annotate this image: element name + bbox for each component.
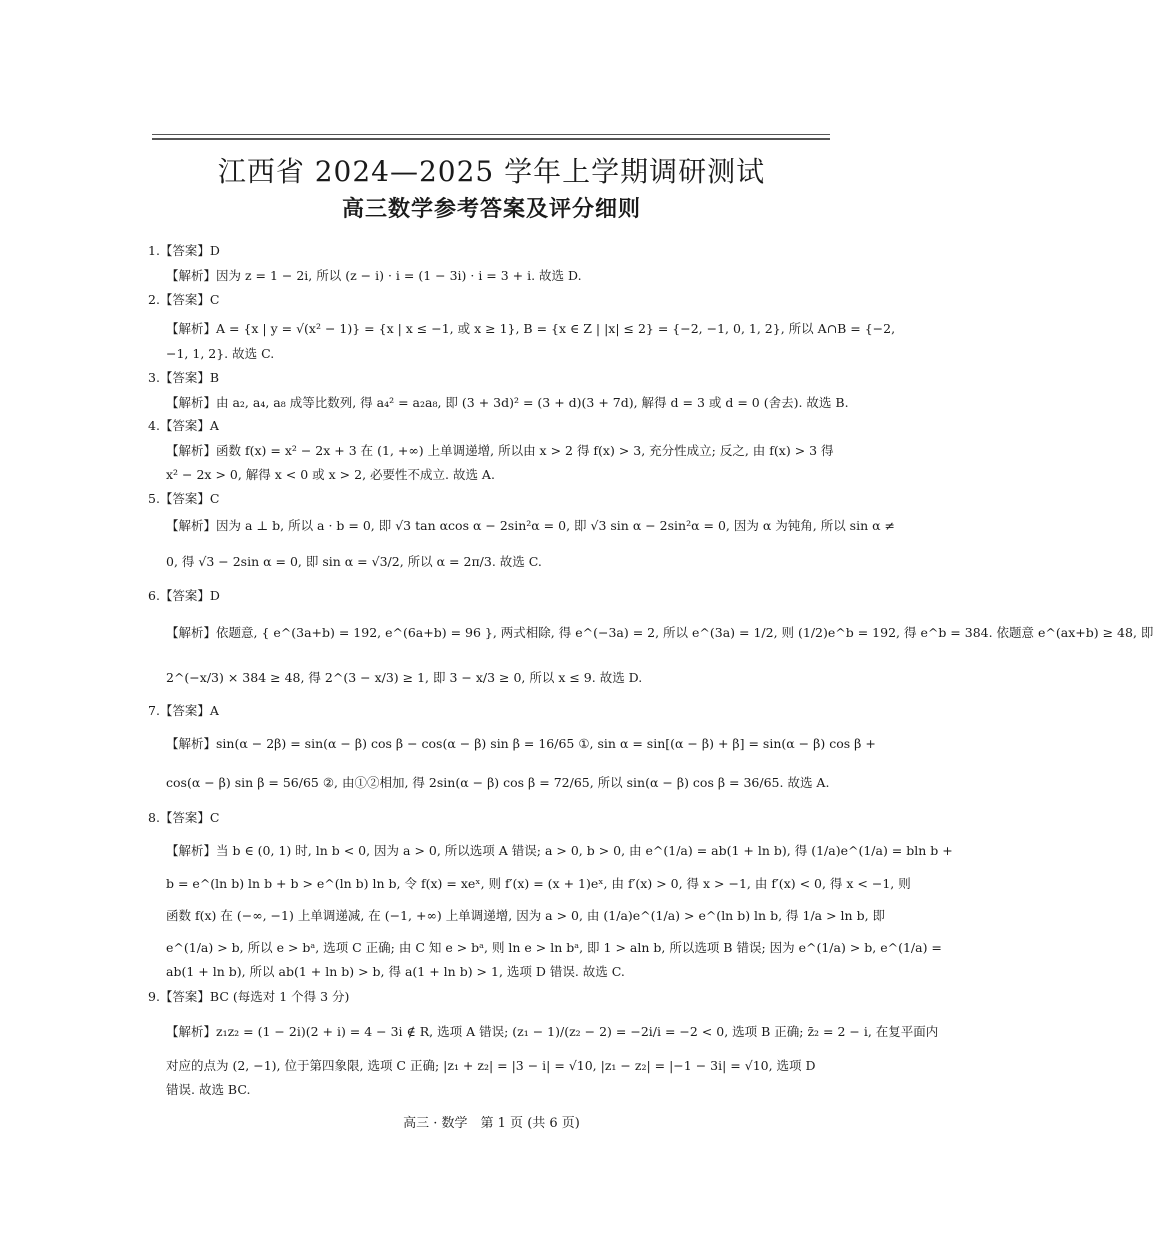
q8-analysis-cont-3: e^(1/a) > b, 所以 e > bᵃ, 选项 C 正确; 由 C 知 e > bᵃ, 则 ln e > ln bᵃ, 即 1 > aln b, 所以选项 B 错误; 因为 e^(1/a) > b, e^(1/a) =	[166, 940, 942, 955]
q3-answer: 3.【答案】B	[148, 370, 220, 385]
q6-analysis: 【解析】依题意, { e^(3a+b) = 192, e^(6a+b) = 96 }, 两式相除, 得 e^(−3a) = 2, 所以 e^(3a) = 1/2, 则 (1/2)e^b = 192, 得 e^b = 384. 依题意 e^(ax+b) ≥ 48, 即	[166, 625, 1153, 640]
top-rule-thin	[152, 134, 830, 135]
q8-analysis-cont-1: b = e^(ln b) ln b + b > e^(ln b) ln b, 令 f(x) = xeˣ, 则 f′(x) = (x + 1)eˣ, 由 f′(x) > 0, 得 x > −1, 由 f′(x) < 0, 得 x < −1, 则	[166, 876, 911, 891]
q7-analysis: 【解析】sin(α − 2β) = sin(α − β) cos β − cos(α − β) sin β = 16/65 ①, sin α = sin[(α − β) + β] = sin(α − β) cos β +	[166, 736, 876, 751]
q1-answer: 1.【答案】D	[148, 243, 220, 258]
q4-analysis-cont: x² − 2x > 0, 解得 x < 0 或 x > 2, 必要性不成立. 故选 A.	[166, 467, 495, 482]
q8-answer: 8.【答案】C	[148, 810, 220, 825]
q1-analysis: 【解析】因为 z = 1 − 2i, 所以 (z − i) · i = (1 − 3i) · i = 3 + i. 故选 D.	[166, 268, 582, 283]
page-footer: 高三 · 数学 第 1 页 (共 6 页)	[403, 1116, 580, 1131]
q2-answer: 2.【答案】C	[148, 292, 220, 307]
top-rule-thick	[152, 138, 830, 140]
q8-analysis-cont-4: ab(1 + ln b), 所以 ab(1 + ln b) > b, 得 a(1 + ln b) > 1, 选项 D 错误. 故选 C.	[166, 964, 625, 979]
q9-analysis-cont-2: 错误. 故选 BC.	[166, 1082, 251, 1097]
document-title: 江西省 2024—2025 学年上学期调研测试	[217, 155, 766, 188]
q9-answer: 9.【答案】BC (每选对 1 个得 3 分)	[148, 989, 350, 1004]
document-subtitle: 高三数学参考答案及评分细则	[341, 197, 641, 222]
q4-analysis: 【解析】函数 f(x) = x² − 2x + 3 在 (1, +∞) 上单调递增, 所以由 x > 2 得 f(x) > 3, 充分性成立; 反之, 由 f(x) > 3 得	[166, 443, 834, 458]
q9-analysis: 【解析】z₁z₂ = (1 − 2i)(2 + i) = 4 − 3i ∉ R, 选项 A 错误; (z₁ − 1)/(z₂ − 2) = −2i/i = −2 < 0, 选项 B 正确; z̄₂ = 2 − i, 在复平面内	[166, 1024, 939, 1039]
q5-analysis-cont: 0, 得 √3 − 2sin α = 0, 即 sin α = √3/2, 所以 α = 2π/3. 故选 C.	[166, 554, 542, 569]
q5-answer: 5.【答案】C	[148, 491, 220, 506]
q6-answer: 6.【答案】D	[148, 588, 220, 603]
q7-analysis-cont: cos(α − β) sin β = 56/65 ②, 由①②相加, 得 2sin(α − β) cos β = 72/65, 所以 sin(α − β) cos β = 36/65. 故选 A.	[166, 775, 830, 790]
q2-analysis: 【解析】A = {x | y = √(x² − 1)} = {x | x ≤ −1, 或 x ≥ 1}, B = {x ∈ Z | |x| ≤ 2} = {−2, −1, 0, 1, 2}, 所以 A∩B = {−2,	[166, 321, 896, 336]
q4-answer: 4.【答案】A	[148, 418, 219, 433]
q9-analysis-cont: 对应的点为 (2, −1), 位于第四象限, 选项 C 正确; |z₁ + z₂| = |3 − i| = √10, |z₁ − z₂| = |−1 − 3i| = √10, 选项 D	[166, 1058, 816, 1073]
q6-analysis-cont: 2^(−x/3) × 384 ≥ 48, 得 2^(3 − x/3) ≥ 1, 即 3 − x/3 ≥ 0, 所以 x ≤ 9. 故选 D.	[166, 670, 643, 685]
q3-analysis: 【解析】由 a₂, a₄, a₈ 成等比数列, 得 a₄² = a₂a₈, 即 (3 + 3d)² = (3 + d)(3 + 7d), 解得 d = 3 或 d = 0 (舍去). 故选 B.	[166, 395, 849, 410]
q2-analysis-cont: −1, 1, 2}. 故选 C.	[166, 346, 275, 361]
q8-analysis-cont-2: 函数 f(x) 在 (−∞, −1) 上单调递减, 在 (−1, +∞) 上单调递增, 因为 a > 0, 由 (1/a)e^(1/a) > e^(ln b) ln b, 得 1/a > ln b, 即	[166, 908, 886, 923]
q8-analysis: 【解析】当 b ∈ (0, 1) 时, ln b < 0, 因为 a > 0, 所以选项 A 错误; a > 0, b > 0, 由 e^(1/a) = ab(1 + ln b), 得 (1/a)e^(1/a) = bln b +	[166, 843, 953, 858]
q7-answer: 7.【答案】A	[148, 703, 219, 718]
q5-analysis: 【解析】因为 a ⊥ b, 所以 a · b = 0, 即 √3 tan αcos α − 2sin²α = 0, 即 √3 sin α − 2sin²α = 0, 因为 α 为钝角, 所以 sin α ≠	[166, 518, 895, 533]
